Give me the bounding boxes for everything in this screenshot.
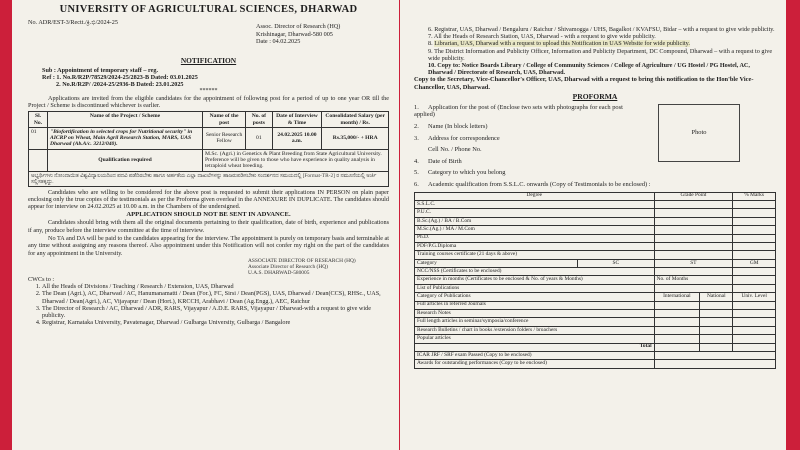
instructions-paragraph: Candidates who are willing to be considered for the above post is requested to submit their applications IN PERSON on plain paper enclosing only the true copies of the testimonials as per the Proforma given overleaf in the ANNEXURE IN DUPLICATE. The candidates should appear for interview on 24.02.2025 at 10.00 a.m. in the Chambers of the undersigned. bbox=[28, 188, 389, 211]
table-cell: S.S.L.C. bbox=[415, 200, 655, 208]
list-item: 7. All the Heads of Research Station, UAS, Dharwad - with a request to give wide publicity. bbox=[428, 33, 656, 41]
table-cell: No. of Months bbox=[654, 276, 733, 284]
table-cell: Senior Research Fellow bbox=[203, 127, 246, 149]
table-cell: Rs.35,000/- + HRA bbox=[322, 127, 389, 149]
list-item: 3. The Director of Research / AC, Dharwad / ADR, RARS, Vijayapur / A.D.E. RARS, Vijayapur / Dharwad-with a request to give wide publicity. bbox=[42, 305, 389, 319]
signature-line: ASSOCIATE DIRECTOR OF RESEARCH (HQ) bbox=[248, 257, 356, 264]
copy-to-secretary: Copy to the Secretary, Vice-Chancellor's Officer, UAS, Dharwad with a request to bring this notification to the Hon'ble Vice-Chancellor, UAS, Dharwad. bbox=[414, 76, 754, 91]
table-row bbox=[415, 360, 776, 368]
table-cell: 01 bbox=[246, 127, 272, 149]
notification-title: NOTIFICATION bbox=[180, 56, 237, 65]
table-cell: Research Notes bbox=[415, 310, 655, 318]
form-field: 6. Academic qualification from S.S.L.C. onwards (Copy of Testimonials to be enclosed) : bbox=[414, 180, 651, 188]
table-row bbox=[415, 318, 776, 326]
table-row bbox=[415, 284, 776, 292]
kannada-note: ಅಭ್ಯರ್ಥಿಗಳು ನೋಂದಾಯಿತ ವಿಶ್ವವಿದ್ಯಾಲಯದಿಂದ ಪದವಿ ಪಡೆದಿರಬೇಕು ಹಾಗೂ ಅರ್ಹತೆಯ ಎಲ್ಲಾ ದಾಖಲೆಗಳನ್ನು ಹಾಜರುಪಡಿಸಬೇಕು ಸಂದರ್ಶನದ ಸಮಯದಲ್ಲಿ [Format-TR-2] ರ ನಮೂನೆಯಲ್ಲಿ ಅರ್ಜಿ ಸಲ್ಲಿಸತಕ್ಕದ್ದು. bbox=[29, 171, 389, 186]
table-row bbox=[415, 226, 776, 234]
table-row bbox=[415, 234, 776, 242]
table-cell: "Biofortification in selected crops for Nutritional security" in AICRP on Wheat, Main Agril Research Station, MARS, UAS Dharwad (Ab.A/c. 3212/040). bbox=[48, 127, 203, 149]
table-cell: International bbox=[654, 293, 700, 301]
table-row bbox=[415, 352, 776, 360]
table-cell: M.Sc.(Ag.) / MA / M.Com bbox=[415, 226, 655, 234]
table-cell: List of Publications bbox=[415, 284, 655, 292]
separator-stars: ****** bbox=[199, 87, 218, 94]
proforma-title: PROFORMA bbox=[572, 92, 618, 102]
proforma-form bbox=[414, 104, 776, 191]
ta-da-paragraph: No TA and DA will be paid to the candidates appearing for the interview. The appointment is purely on temporary basis and terminable at any time without assigning any reasons thereof. Also appointment under this Notification will not confer my right on the part of the candidates for any appointment in the University. bbox=[28, 235, 389, 257]
table-row bbox=[415, 268, 776, 276]
table-row bbox=[29, 171, 389, 186]
not-in-advance-notice: APPLICATION SHOULD NOT BE SENT IN ADVANCE. bbox=[126, 211, 291, 219]
table-header: Degree bbox=[415, 192, 655, 200]
address-line: Krishinagar, Dharwad-580 005 bbox=[256, 30, 333, 38]
table-cell: Full length articles in seminar/symposia/conference bbox=[415, 318, 655, 326]
form-field: 1. Application for the post of (Enclose two sets with photographs for each post applied) bbox=[414, 104, 623, 119]
table-row bbox=[415, 217, 776, 225]
table-cell: NCC/NSS (Certificates to be enclosed) bbox=[415, 268, 655, 276]
table-header: Name of the post bbox=[203, 112, 246, 128]
table-cell: Research Bulletins / chart in books /extension folders / broachers bbox=[415, 326, 655, 334]
copy-list-title: CWCs to : bbox=[28, 275, 55, 283]
photo-box: Photo bbox=[658, 104, 740, 162]
table-row bbox=[415, 343, 776, 351]
form-field: 5. Category to which you belong bbox=[414, 169, 506, 177]
table-header: Consolidated Salary (per month) / Rs. bbox=[322, 112, 389, 128]
table-cell: 24.02.2025 10.00 a.m. bbox=[272, 127, 322, 149]
address-line: Assoc. Director of Research (HQ) bbox=[256, 23, 341, 30]
office-address bbox=[256, 23, 340, 46]
reference-line: 2. No.R/R2P/ /2024-25/2936-B Dated: 23.01.2025 bbox=[56, 81, 184, 89]
qualification-table bbox=[414, 192, 776, 369]
table-cell: Total bbox=[415, 343, 655, 351]
list-item: 1. All the Heads of Divisions / Teaching / Research / Extension, UAS, Dharwad bbox=[42, 283, 389, 290]
form-field: 2. Name (In block letters) bbox=[414, 123, 488, 131]
table-cell: Training courses certificate (21 days & above) bbox=[415, 251, 655, 259]
table-row bbox=[415, 326, 776, 334]
table-header: Sl. No. bbox=[29, 112, 48, 128]
table-row bbox=[29, 149, 389, 171]
table-header: Name of the Project / Scheme bbox=[48, 112, 203, 128]
table-cell: ICAR JRF / SRF exam Passed (Copy to be enclosed) bbox=[415, 352, 655, 360]
table-row bbox=[415, 293, 776, 301]
table-cell bbox=[29, 149, 48, 171]
table-header: Date of Interview & Time bbox=[272, 112, 322, 128]
table-cell: P.U.C. bbox=[415, 209, 655, 217]
post-table-header bbox=[29, 112, 389, 128]
table-header: Grade Point bbox=[654, 192, 733, 200]
list-item: 6. Registrar, UAS, Dharwad / Bengaluru / Raichur / Shivamogga / UHS, Bagalkot / KVAFSU, Bidar – with a request to give wide publicity. bbox=[428, 26, 775, 33]
table-row bbox=[415, 192, 776, 200]
table-row bbox=[415, 301, 776, 309]
distribution-list bbox=[414, 26, 776, 76]
intro-paragraph: Applications are invited from the eligible candidates for the appointment of following post for a period of up to one year OR till the Project / Scheme is discontinued whichever is earlier. bbox=[28, 94, 389, 109]
copy-list bbox=[28, 276, 389, 326]
table-cell: GM bbox=[733, 259, 776, 267]
signature-block bbox=[248, 258, 389, 276]
subject-block bbox=[28, 67, 389, 89]
table-cell: B.Sc.(Ag.) / BA / B.Com bbox=[415, 217, 655, 225]
notice-date: Date : 04.02.2025 bbox=[256, 38, 301, 46]
table-cell: Full articles in referred Journals bbox=[415, 301, 655, 309]
table-row bbox=[29, 127, 389, 149]
reference-line: Ref : 1. No.R/R2P/78529/2024-25/2823-B Dated: 03.01.2025 bbox=[42, 74, 198, 82]
table-cell: PDF/P.G.Diploma bbox=[415, 242, 655, 250]
table-cell: Ph.D. bbox=[415, 234, 655, 242]
form-field: 3. Address for correspondence bbox=[414, 134, 500, 142]
table-cell: Experience in months (Certificates to be enclosed & No. of years & Months) bbox=[415, 276, 655, 284]
list-item: 9. The District Information and Publicity Officer, Information and Publicity Department, DC Compound, Dharwad – with a request to give wide publicity. bbox=[428, 47, 773, 62]
table-cell: SC bbox=[578, 259, 654, 267]
list-item: 2. The Dean (Agri.), AC, Dharwad / AC, Hanumanamatti / Dean (For.), FC, Sirsi / Dean(PGS), UAS, Dharwad / Dean(CCS), RHSc., UAS, Dharwad / Dean(Agri.), AC, Vijayapur / Dean (Hort.), KRCCH, Arabhavi / Dean (Ag.Engg.), AEC, Raichur bbox=[42, 290, 389, 304]
table-cell: Awards for outstanding performances (Copy to be enclosed) bbox=[415, 360, 655, 368]
left-document-page bbox=[12, 0, 399, 450]
university-title: UNIVERSITY OF AGRICULTURAL SCIENCES, DHARWAD bbox=[59, 4, 358, 15]
table-row bbox=[415, 251, 776, 259]
table-cell: Univ. Level bbox=[733, 293, 776, 301]
table-cell: Qualification required bbox=[48, 149, 203, 171]
form-field: Cell No. / Phone No. bbox=[428, 146, 482, 154]
subject-line: Sub : Appointment of temporary staff – reg. bbox=[42, 67, 159, 74]
table-cell: M.Sc. (Agri.) in Genetics & Plant Breeding from State Agricultural University. Preference will be given to those who have experience in quality analysis in tetraploid wheat breeding. bbox=[203, 149, 389, 171]
right-document-page bbox=[400, 0, 786, 450]
table-row bbox=[415, 276, 776, 284]
list-item: 4. Registrar, Karnataka University, Pavatenagar, Dharwad / Gulbarga University, Gulbarga / Bangalore bbox=[42, 319, 389, 326]
table-row bbox=[415, 209, 776, 217]
table-cell: National bbox=[700, 293, 733, 301]
table-row bbox=[415, 335, 776, 343]
table-cell: 01 bbox=[29, 127, 48, 149]
list-item: 10. Copy to: Notice Boards Library / College of Community Sciences / College of Agriculture / UG Hostel / PG Hostel, AC, Dharwad / Directorate of Research, UAS, Dharwad. bbox=[428, 62, 750, 77]
table-cell: ST bbox=[654, 259, 733, 267]
table-cell: Popular articles bbox=[415, 335, 655, 343]
table-row bbox=[415, 200, 776, 208]
table-cell: Category bbox=[415, 259, 578, 267]
post-table bbox=[28, 111, 389, 186]
documents-paragraph: Candidates should bring with them all the original documents pertaining to their qualification, date of birth, experience and publications if any, produce before the interview committee at the time of interview. bbox=[28, 219, 389, 234]
table-header: % Marks bbox=[733, 192, 776, 200]
table-row bbox=[415, 310, 776, 318]
table-cell: Category of Publications bbox=[415, 293, 655, 301]
reference-number: No. ADR/EST-3/Rectt./ಕ್ರಿ.ಭಿ/2024-25 bbox=[28, 19, 118, 26]
form-field: 4. Date of Birth bbox=[414, 157, 462, 165]
table-row bbox=[415, 259, 776, 267]
list-item: 8. Librarian, UAS, Dharwad with a request to upload this Notification in UAS Website for wide publicity. bbox=[428, 40, 690, 48]
notice-header bbox=[28, 15, 389, 59]
table-row bbox=[415, 242, 776, 250]
signature-line: U.A.S. DHARWAD-580005 bbox=[248, 269, 310, 276]
signature-line: Associate Director of Research (HQ) bbox=[248, 263, 328, 270]
table-header: No. of posts bbox=[246, 112, 272, 128]
